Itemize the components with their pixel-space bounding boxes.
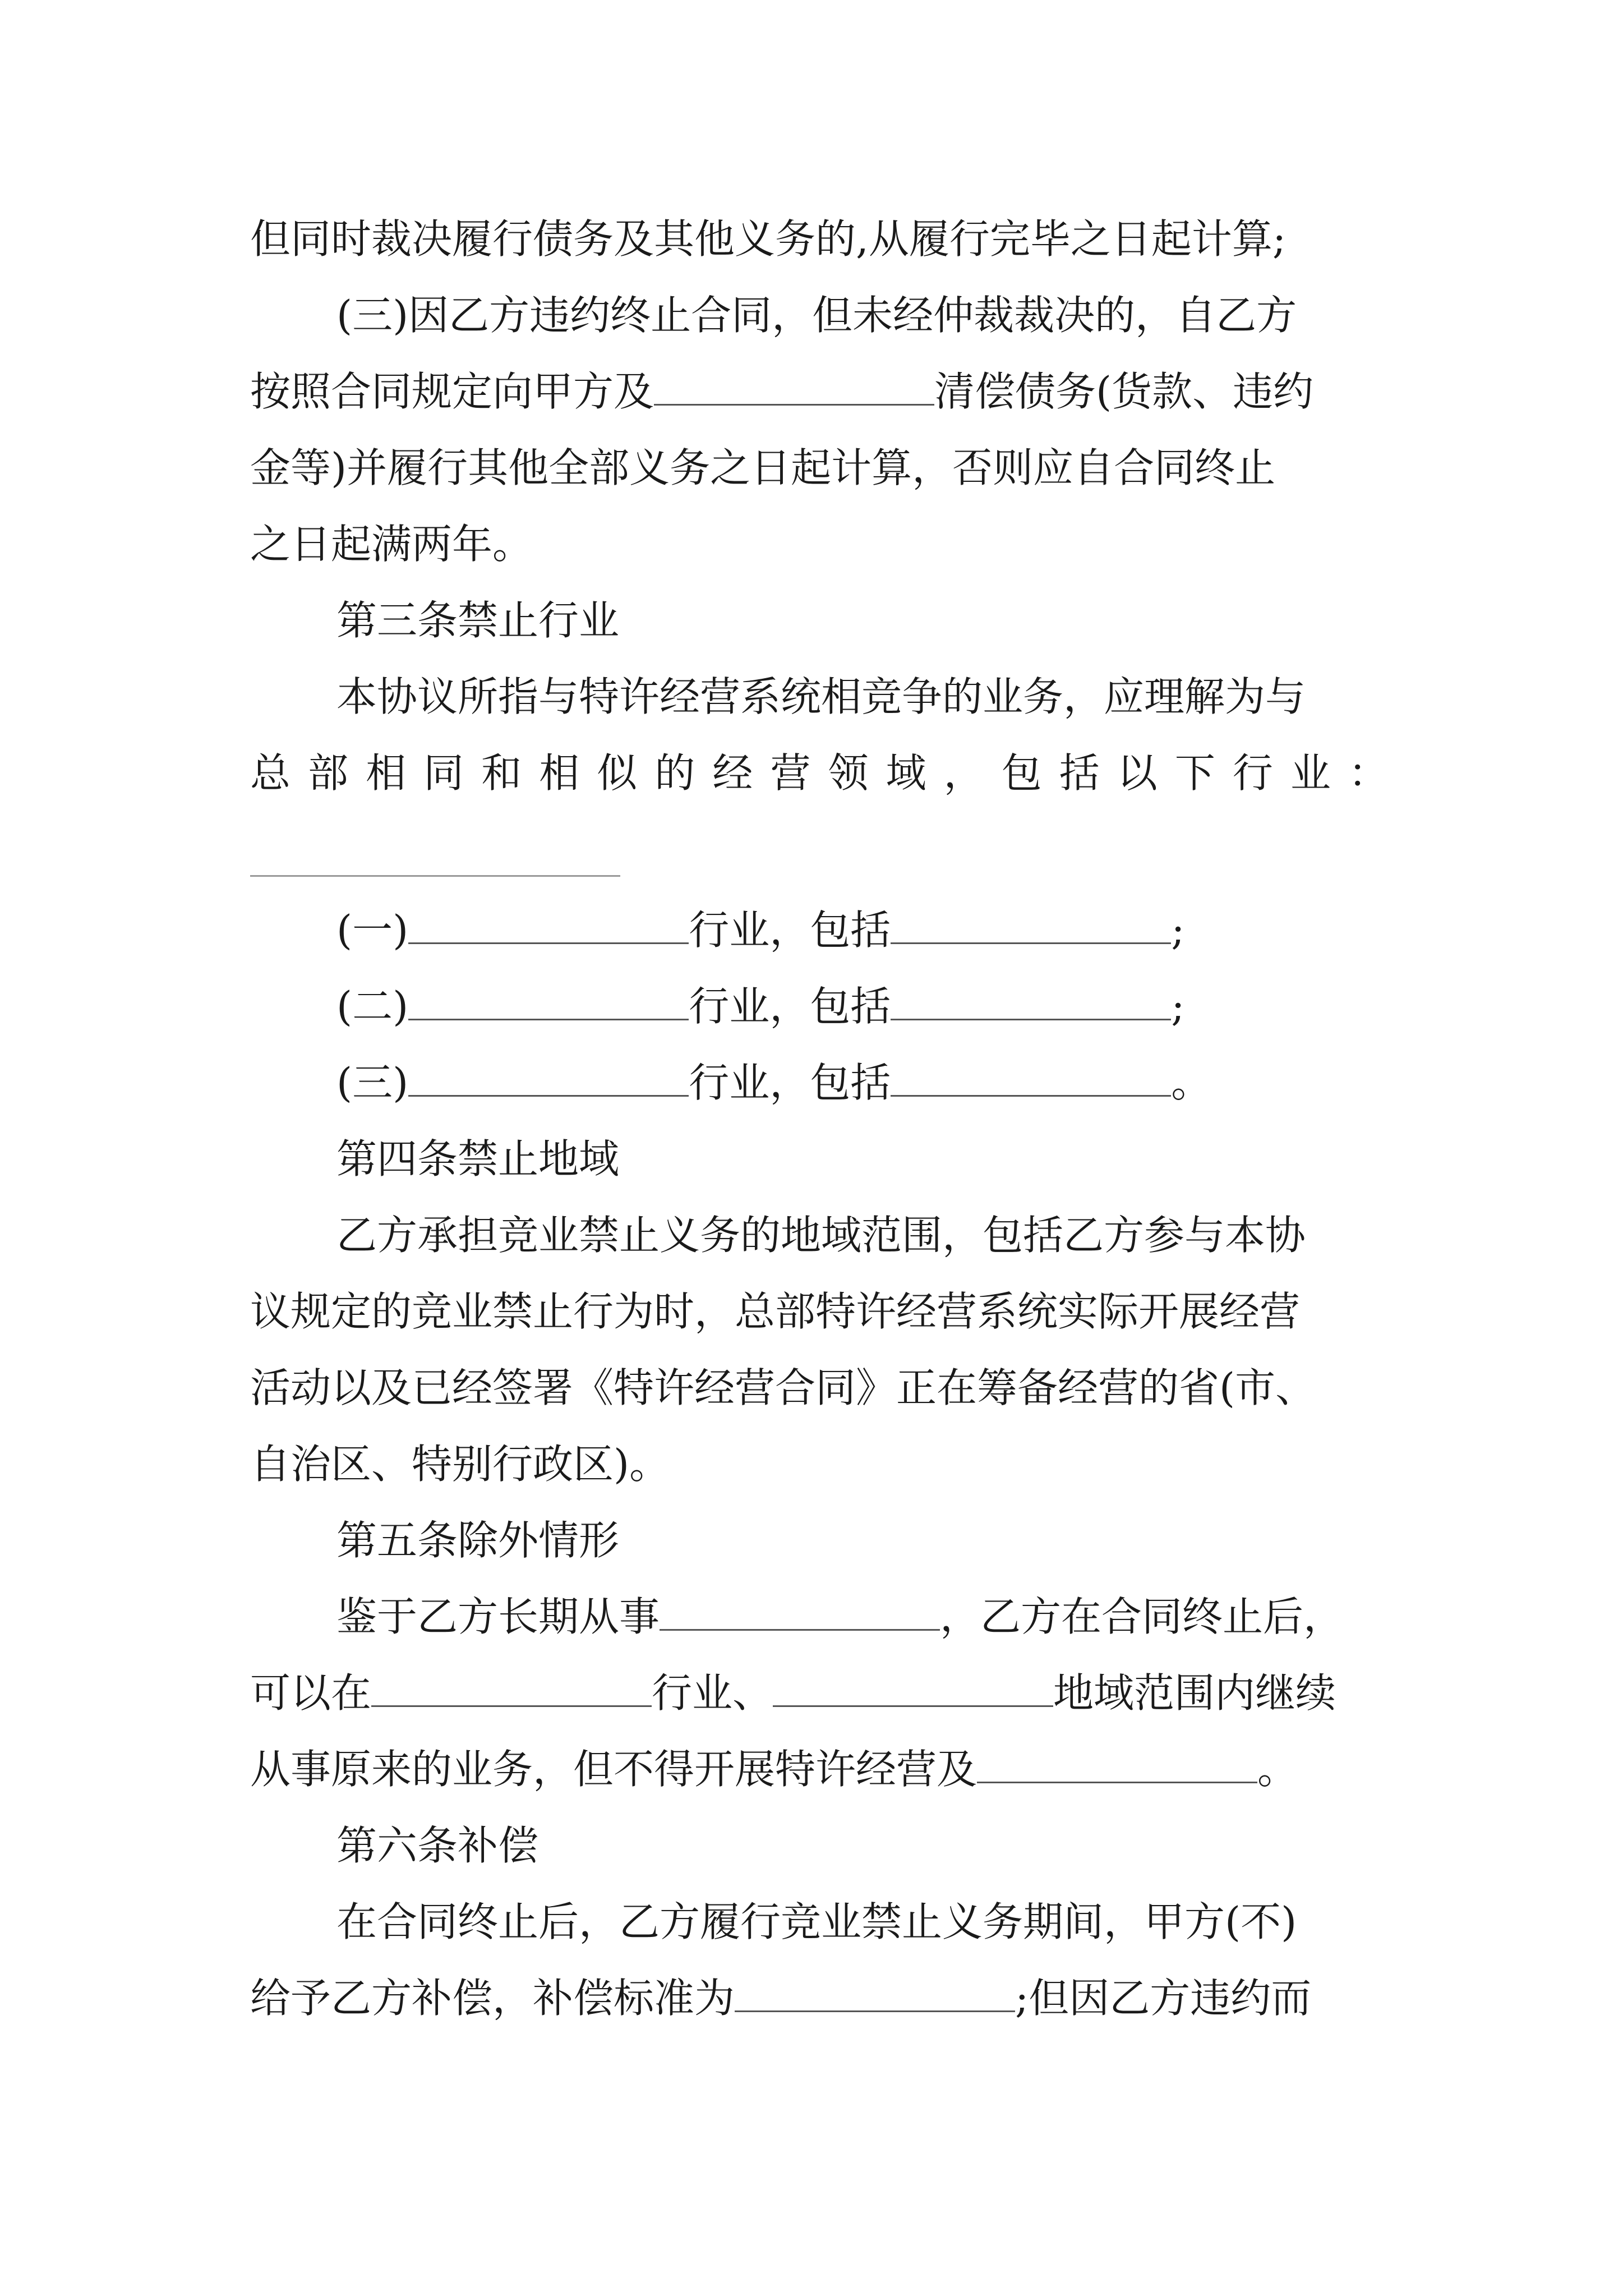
paragraph-line: [250, 1437, 1389, 1491]
text: 总部相同和相似的经营领域，包括以下行业：: [250, 749, 1389, 797]
text: 按照合同规定向甲方及: [250, 368, 654, 415]
fill-blank[interactable]: [891, 903, 1171, 944]
fill-blank[interactable]: [408, 1056, 689, 1097]
paragraph-line: [250, 517, 1389, 571]
paragraph-line: [336, 670, 1389, 724]
section-heading: [336, 593, 1475, 647]
paragraph-line: [336, 1208, 1389, 1262]
fill-blank[interactable]: [660, 1590, 940, 1631]
text: 地域范围内继续: [1053, 1669, 1336, 1717]
text: 乙方承担竞业禁止义务的地域范围，包括乙方参与本协: [336, 1212, 1306, 1259]
text: 。: [1171, 1059, 1212, 1106]
section-heading: [336, 1819, 1475, 1872]
paragraph-line: [336, 1895, 1389, 1949]
fill-blank[interactable]: [408, 979, 689, 1020]
paragraph-line: [250, 1742, 1389, 1796]
text: 自治区、特别行政区)。: [250, 1441, 670, 1488]
fill-blank[interactable]: [408, 903, 689, 944]
list-item: [336, 903, 1475, 957]
text: ;: [1171, 983, 1185, 1030]
text: 活动以及已经签署《特许经营合同》正在筹备经营的省(市、: [250, 1364, 1316, 1411]
text: 行业，包括: [689, 907, 891, 954]
section-heading: [336, 1513, 1475, 1567]
text: 鉴于乙方长期从事: [336, 1593, 660, 1640]
heading-text: 第六条补偿: [336, 1822, 539, 1869]
fill-blank[interactable]: [773, 1666, 1053, 1707]
fill-blank[interactable]: [891, 1056, 1171, 1097]
fill-blank[interactable]: [371, 1666, 652, 1707]
text: 金等)并履行其他全部义务之日起计算，否则应自合同终止: [250, 444, 1276, 491]
text: 议规定的竞业禁止行为时，总部特许经营系统实际开展经营: [250, 1288, 1301, 1335]
text: 行业，包括: [689, 983, 891, 1030]
text: 本协议所指与特许经营系统相竞争的业务，应理解为与: [336, 673, 1306, 720]
heading-text: 第五条除外情形: [336, 1517, 620, 1564]
text: 清偿债务(货款、违约: [934, 368, 1314, 415]
list-item: [336, 1056, 1475, 1110]
text: 可以在: [250, 1669, 372, 1717]
paragraph-line: [250, 1361, 1389, 1415]
text: 行业，包括: [689, 1059, 891, 1106]
text: 但同时裁决履行债务及其他义务的,从履行完毕之日起计算;: [250, 215, 1287, 263]
text: ，乙方在合同终止后，: [940, 1593, 1344, 1640]
text: 给予乙方补偿，补偿标准为: [250, 1975, 735, 2022]
item-number: (三): [336, 1059, 409, 1106]
heading-text: 第三条禁止行业: [336, 597, 620, 644]
paragraph-line: [336, 288, 1389, 342]
list-item: [336, 979, 1475, 1033]
fill-blank[interactable]: [891, 979, 1171, 1020]
text: 行业、: [652, 1669, 773, 1717]
fill-blank[interactable]: [735, 1971, 1015, 2012]
text: 在合同终止后，乙方履行竞业禁止义务期间，甲方(不): [336, 1898, 1297, 1945]
item-number: (一): [336, 907, 409, 954]
text: ;: [1171, 907, 1185, 954]
paragraph-line: [250, 1285, 1389, 1338]
item-number: (二): [336, 983, 409, 1030]
text: 从事原来的业务，但不得开展特许经营及: [250, 1746, 978, 1793]
paragraph-line-spaced: [250, 746, 1389, 800]
text: ;但因乙方违约而: [1015, 1975, 1312, 2022]
paragraph-line: [250, 1666, 1389, 1720]
paragraph-line: [250, 1971, 1389, 2025]
paragraph-line: [250, 441, 1389, 495]
fill-blank[interactable]: [654, 365, 934, 406]
heading-text: 第四条禁止地域: [336, 1135, 620, 1182]
fill-blank-line[interactable]: [250, 875, 620, 877]
section-heading: [336, 1132, 1475, 1186]
text: (三)因乙方违约终止合同，但未经仲裁裁决的，自乙方: [336, 292, 1297, 339]
fill-blank[interactable]: [977, 1742, 1257, 1783]
paragraph-line: [336, 1590, 1389, 1644]
paragraph-line: [250, 365, 1389, 418]
paragraph-line: [250, 212, 1389, 266]
text: 。: [1257, 1746, 1298, 1793]
text: 之日起满两年。: [250, 521, 533, 568]
